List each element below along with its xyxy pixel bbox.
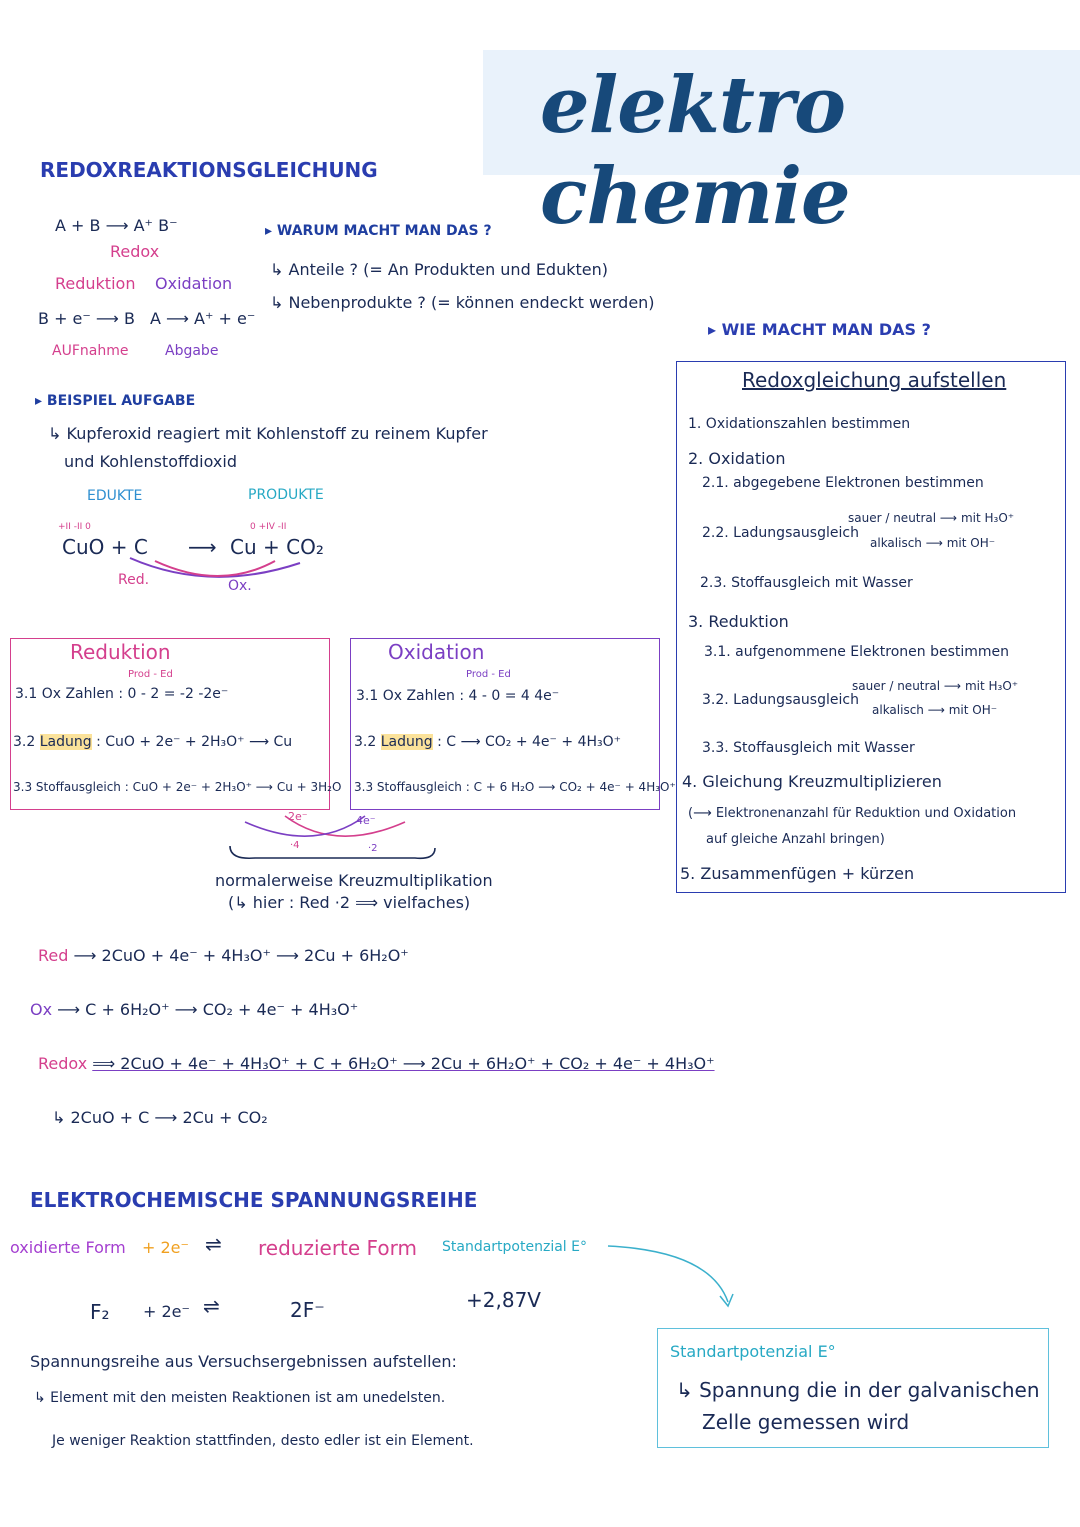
beispiel-line1: ↳ Kupferoxid reagiert mit Kohlenstoff zu reinem Kupfer [48,424,488,443]
kreuz-arrows [225,808,445,868]
ox-nums-left: +II -II 0 [58,522,91,532]
equilibrium-arrow: ⇌ [205,1232,222,1256]
reduktion-l3: 3.3 Stoffausgleich : CuO + 2e⁻ + 2H₃O⁺ ⟶ Cu + 3H₂O [13,780,342,794]
red-label: Red. [118,572,150,588]
beispiel-line2: und Kohlenstoffdioxid [64,452,237,471]
plus-2e: + 2e⁻ [142,1238,189,1257]
wie-s4b: auf gleiche Anzahl bringen) [706,832,885,847]
redox-equation: Redox ⟹ 2CuO + 4e⁻ + 4H₃O⁺ + C + 6H₂O⁺ ⟶ 2Cu + 6H₂O⁺ + CO₂ + 4e⁻ + 4H₃O⁺ [38,1054,715,1073]
equation-arrow: ⟶ [188,535,217,559]
potential-value: +2,87V [466,1288,541,1312]
aufnahme-label: AUFnahme [52,343,129,359]
redox-label: Redox [110,242,160,261]
wie-box-title: Redoxgleichung aufstellen [742,368,1007,392]
equation-left: CuO + C [62,535,148,559]
f2-label: F₂ [90,1300,110,1324]
reduktion-l2: 3.2 Ladung : CuO + 2e⁻ + 2H₃O⁺ ⟶ Cu [13,734,293,750]
oxidation-title: Oxidation [388,640,485,664]
wie-s32b: alkalisch ⟶ mit OH⁻ [872,703,998,717]
eq-ox: A ⟶ A⁺ + e⁻ [150,309,256,328]
oxidation-l1: 3.1 Ox Zahlen : 4 - 0 = 4 4e⁻ [356,688,560,704]
spannung-text3: Je weniger Reaktion stattfinden, desto edler ist ein Element. [52,1433,474,1449]
abgabe-label: Abgabe [165,343,219,359]
oxidation-sub: Prod - Ed [466,669,511,680]
edukte-label: EDUKTE [87,488,143,504]
wie-s31: 3.1. aufgenommene Elektronen bestimmen [704,644,1010,660]
kreuz-m2: ·2 [368,843,378,854]
warum-heading: ▸ WARUM MACHT MAN DAS ? [265,223,492,239]
standard-label: Standartpotenzial E° [442,1239,587,1255]
kreuz-line2: (↳ hier : Red ·2 ⟹ vielfaches) [228,893,471,912]
oxidation-l3: 3.3 Stoffausgleich : C + 6 H₂O ⟶ CO₂ + 4e⁻ + 4H₃O⁺ [354,780,676,794]
wie-s22a: sauer / neutral ⟶ mit H₃O⁺ [848,511,1015,525]
kreuz-m1: ·4 [290,840,300,851]
standard-box-l2: Zelle gemessen wird [702,1410,910,1434]
wie-s33: 3.3. Stoffausgleich mit Wasser [702,740,915,756]
wie-s23: 2.3. Stoffausgleich mit Wasser [700,575,913,591]
page-title: elektro chemie [540,60,850,242]
wie-s4: 4. Gleichung Kreuzmultiplizieren [682,772,942,791]
reduktion-sub: Prod - Ed [128,669,173,680]
pointer-arrow [600,1236,750,1316]
warum-line1: ↳ Anteile ? (= An Produkten und Edukten) [270,260,608,279]
wie-s22b: alkalisch ⟶ mit OH⁻ [870,536,996,550]
reduktion-title: Reduktion [70,640,171,664]
wie-s21: 2.1. abgegebene Elektronen bestimmen [702,475,984,491]
reduction-label: Reduktion [55,274,136,293]
ox-nums-right: 0 +IV -II [250,522,287,532]
spannung-text2: ↳ Element mit den meisten Reaktionen ist am unedelsten. [34,1390,446,1406]
wie-s32: 3.2. Ladungsausgleich [702,692,859,708]
redox-heading: REDOXREAKTIONSGLEICHUNG [40,158,378,182]
redox-eq1: A + B ⟶ A⁺ B⁻ [55,216,178,235]
eq-red: B + e⁻ ⟶ B [38,309,135,328]
oxidation-label: Oxidation [155,274,233,293]
f-minus: 2F⁻ [290,1298,325,1322]
wie-s2: 2. Oxidation [688,449,786,468]
standard-box-title: Standartpotenzial E° [670,1342,836,1361]
spannung-heading: ELEKTROCHEMISCHE SPANNUNGSREIHE [30,1188,478,1212]
warum-line2: ↳ Nebenprodukte ? (= können endeckt werden) [270,293,655,312]
kreuz-left: 2e⁻ [288,810,308,823]
spannung-text1: Spannungsreihe aus Versuchsergebnissen aufstellen: [30,1352,457,1371]
wie-s4a: (⟶ Elektronenanzahl für Reduktion und Oxidation [688,806,1017,821]
standard-box-l1: ↳ Spannung die in der galvanischen [676,1378,1040,1402]
kreuz-line1: normalerweise Kreuzmultiplikation [215,871,493,890]
oxidation-l2: 3.2 Ladung : C ⟶ CO₂ + 4e⁻ + 4H₃O⁺ [354,734,622,750]
beispiel-heading: ▸ BEISPIEL AUFGABE [35,393,196,409]
wie-s5: 5. Zusammenfügen + kürzen [680,864,915,883]
equation-right: Cu + CO₂ [230,535,324,559]
ox-equation: Ox ⟶ C + 6H₂O⁺ ⟶ CO₂ + 4e⁻ + 4H₃O⁺ [30,1000,359,1019]
wie-s3: 3. Reduktion [688,612,789,631]
wie-s32a: sauer / neutral ⟶ mit H₃O⁺ [852,679,1019,693]
f2-plus: + 2e⁻ [143,1302,190,1321]
ox-form: oxidierte Form [10,1238,126,1257]
wie-s22: 2.2. Ladungsausgleich [702,525,859,541]
final-equation: ↳ 2CuO + C ⟶ 2Cu + CO₂ [52,1108,268,1127]
produkte-label: PRODUKTE [248,487,324,503]
red-equation: Red ⟶ 2CuO + 4e⁻ + 4H₃O⁺ ⟶ 2Cu + 6H₂O⁺ [38,946,409,965]
red-form: reduzierte Form [258,1236,417,1260]
reduktion-l1: 3.1 Ox Zahlen : 0 - 2 = -2 -2e⁻ [15,686,229,702]
wie-s1: 1. Oxidationszahlen bestimmen [688,416,911,432]
f2-arrow: ⇌ [203,1294,220,1318]
kreuz-right: 4e⁻ [356,814,376,827]
wie-heading: ▸ WIE MACHT MAN DAS ? [708,320,931,339]
ox-label: Ox. [228,578,252,594]
